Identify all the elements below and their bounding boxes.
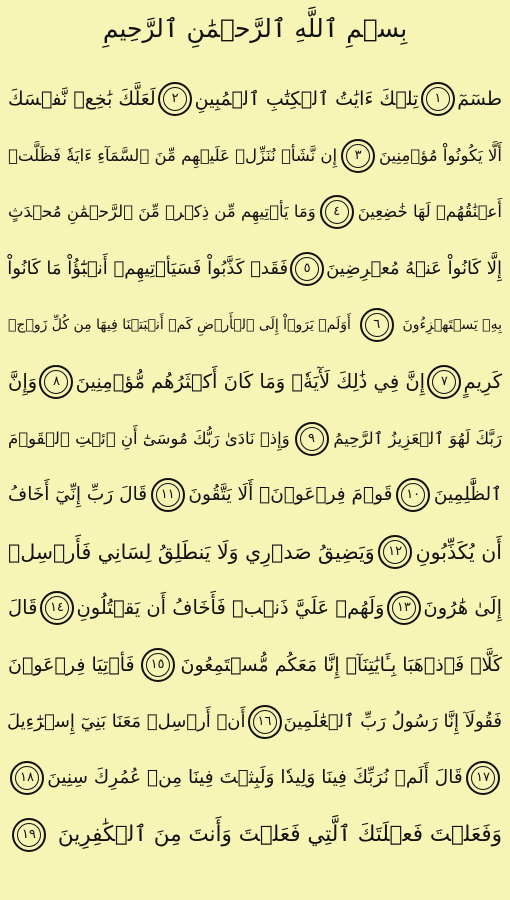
verse-line	[8, 297, 502, 353]
ayah-number: ١٠	[406, 487, 421, 503]
ayah-number: ١١	[160, 487, 175, 503]
verse-text: لَعَلَّكَ بَٰخِعٞ نَّفۡسَكَ	[8, 88, 156, 110]
ayah-number: ١	[434, 91, 442, 106]
verse-text: وَفَعَلۡتَ فَعۡلَتَكَ ٱلَّتِي فَعَلۡتَ وَأَنتَ مِنَ ٱلۡكَٰفِرِينَ	[57, 821, 502, 847]
verse-line	[8, 807, 502, 863]
verse-text: قَالَ أَلَمۡ نُرَبِّكَ فِينَا وَلِيدٗا وَلَبِثۡتَ فِينَا مِنۡ عُمُرِكَ سِنِينَ	[47, 767, 463, 789]
verse-text: أَعۡنَٰقُهُمۡ لَهَا خَٰضِعِينَ	[357, 202, 502, 222]
verse-line	[8, 128, 502, 184]
ayah-number-marker	[158, 82, 192, 116]
ayah-number: ٨	[52, 374, 60, 389]
ayah-number-marker	[378, 535, 412, 569]
verse-line	[8, 524, 502, 580]
ayah-number-marker	[290, 252, 324, 286]
verse-text: تِلۡكَ ءَايَٰتُ ٱلۡكِتَٰبِ ٱلۡمُبِينِ	[194, 88, 419, 110]
verse-text: كَلَّاۖ فَٱذۡهَبَا بِـَٔايَٰتِنَآۖ إِنَّا مَعَكُم مُّسۡتَمِعُونَ	[180, 654, 502, 676]
ayah-number-marker	[396, 478, 430, 512]
verse-text: فَقَدۡ كَذَّبُواْ فَسَيَأۡتِيهِمۡ أَنۢبَٰٓؤُاْ مَا كَانُواْ	[7, 257, 289, 279]
ayah-number-marker	[387, 591, 421, 625]
basmala-header: بِسۡمِ ٱللَّهِ ٱلرَّحۡمَٰنِ ٱلرَّحِيمِ	[102, 13, 408, 43]
verse-text: أَلَّا يَكُونُواْ مُؤۡمِنِينَ	[378, 145, 502, 165]
ayah-number-marker	[151, 478, 185, 512]
ayah-number-marker	[141, 648, 175, 682]
ayah-number: ١٦	[257, 713, 272, 729]
ayah-number-marker	[248, 705, 282, 739]
ayah-number-marker	[10, 761, 44, 795]
verse-text: وَمَا يَأۡتِيهِم مِّن ذِكۡرٖ مِّنَ ٱلرَّحۡمَٰنِ مُحۡدَثٍ	[8, 202, 316, 222]
verse-text: وَيَضِيقُ صَدۡرِي وَلَا يَنطَلِقُ لِسَانِي فَأَرۡسِلۡ	[8, 539, 375, 564]
ayah-number: ٦	[373, 317, 381, 333]
verse-text: إِنَّ فِي ذَٰلِكَ لَأٓيَةٗۖ وَمَا كَانَ أَكۡثَرُهُم مُّؤۡمِنِينَ	[75, 370, 426, 393]
ayah-number-marker	[421, 82, 455, 116]
ayah-number: ٩	[308, 430, 315, 446]
verse-line	[8, 580, 502, 636]
verse-text: أَن يُكَذِّبُونِ	[415, 539, 502, 564]
verse-text: قَالَ	[8, 596, 38, 620]
ayah-number-marker	[295, 422, 329, 456]
verse-text: إِلَىٰ هَٰرُونَ	[423, 596, 502, 620]
ayah-number: ١٢	[388, 543, 403, 559]
verse-line	[8, 411, 502, 467]
verse-line	[8, 71, 502, 127]
ayah-number: ٣	[354, 147, 362, 163]
verse-line	[8, 354, 502, 410]
verse-text: كَرِيمٍ	[463, 370, 502, 393]
verse-text: بِهِۦ يَسۡتَهۡزِءُونَ	[402, 317, 502, 334]
ayah-number: ٤	[333, 204, 341, 220]
verse-text: أَوَلَمۡ يَرَوۡاْ إِلَى ٱلۡأَرۡضِ كَمۡ أَنۢبَتۡنَا فِيهَا مِن كُلِّ زَوۡجٖ	[8, 317, 351, 334]
ayah-number-marker	[12, 818, 46, 852]
ayah-number-marker	[427, 365, 461, 399]
ayah-number-marker	[341, 139, 375, 173]
verse-text: فَأۡتِيَا فِرۡعَوۡنَ	[8, 654, 135, 676]
ayah-number: ١٩	[21, 826, 36, 842]
verse-line	[8, 694, 502, 750]
verse-line	[8, 241, 502, 297]
verse-text: رَبَّكَ لَهُوَ ٱلۡعَزِيزُ ٱلرَّحِيمُ	[333, 428, 502, 448]
ayah-number: ٢	[171, 91, 179, 106]
ayah-number: ١٥	[150, 657, 165, 672]
ayah-number-marker	[360, 308, 394, 342]
verse-line	[8, 637, 502, 693]
ayah-number-marker	[40, 591, 74, 625]
ayah-number-marker	[39, 365, 73, 399]
verse-text: وَإِذۡ نَادَىٰ رَبُّكَ مُوسَىٰٓ أَنِ ٱئۡتِ ٱلۡقَوۡمَ	[8, 428, 290, 448]
ayah-number: ٥	[303, 260, 311, 276]
ayah-number: ١٤	[49, 600, 64, 616]
ayah-number-marker	[466, 761, 500, 795]
verse-text: ٱلظَّٰلِمِينَ	[433, 484, 502, 506]
verse-text: فَقُولَآ إِنَّا رَسُولُ رَبِّ ٱلۡعَٰلَمِينَ	[283, 710, 502, 732]
verse-line	[8, 750, 502, 806]
verse-line	[8, 467, 502, 523]
verse-text: إِن نَّشَأۡ نُنَزِّلۡ عَلَيۡهِم مِّنَ ٱلسَّمَآءِ ءَايَةٗ فَظَلَّتۡ	[8, 145, 338, 165]
verse-text: قَوۡمَ فِرۡعَوۡنَۚ أَلَا يَتَّقُونَ	[188, 484, 393, 506]
ayah-number: ١٨	[20, 770, 34, 786]
ayah-number: ١٧	[476, 770, 490, 786]
ayah-number-marker	[320, 195, 354, 229]
ayah-number: ٧	[440, 374, 448, 389]
verse-text: إِلَّا كَانُواْ عَنۡهُ مُعۡرِضِينَ	[326, 257, 502, 279]
verse-text: طسٓمٓ	[457, 88, 502, 110]
ayah-number: ١٣	[396, 600, 411, 616]
verse-line	[8, 184, 502, 240]
verse-text: أَنۡ أَرۡسِلۡ مَعَنَا بَنِيٓ إِسۡرَٰٓءِيلَ	[7, 710, 246, 732]
verse-text: وَلَهُمۡ عَلَيَّ ذَنۢبٞ فَأَخَافُ أَن يَقۡتُلُونِ	[76, 596, 385, 620]
verse-text: وَإِنَّ	[8, 370, 38, 393]
verse-text: قَالَ رَبِّ إِنِّيٓ أَخَافُ	[8, 484, 148, 506]
